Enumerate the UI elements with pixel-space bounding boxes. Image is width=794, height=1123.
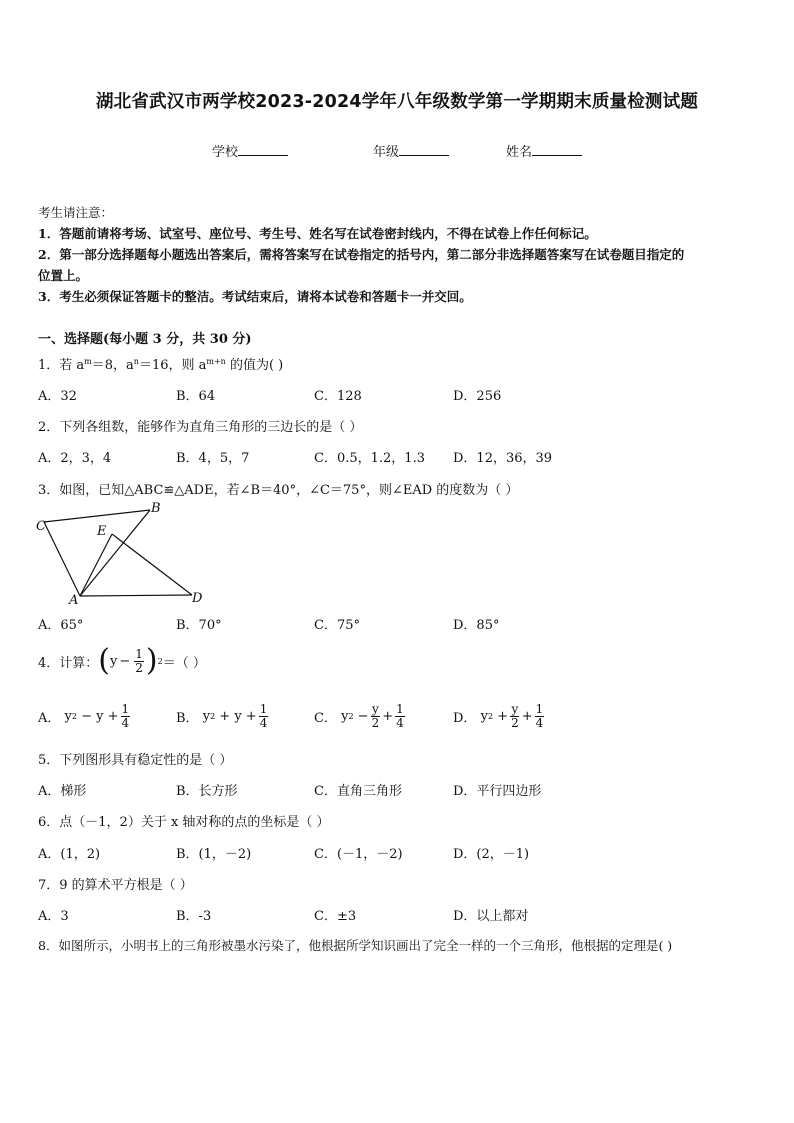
- label-C: C: [36, 519, 46, 534]
- q7-option-d[interactable]: D．以上都对: [453, 909, 529, 924]
- q4-option-c[interactable]: C． y 2 − $\frac{y}{2}$ + $\frac{1}{4}$: [314, 702, 404, 730]
- q4-post: ＝（ ）: [162, 655, 206, 671]
- q6-option-c[interactable]: C．(－1，－2): [314, 847, 403, 862]
- q1-option-b[interactable]: B．64: [176, 389, 216, 404]
- q2-option-b[interactable]: B．4，5，7: [176, 451, 250, 466]
- grade-label: 年级: [373, 145, 400, 160]
- name-blank[interactable]: [532, 142, 582, 156]
- q1-exp-m: m: [84, 357, 92, 366]
- triangle-figure: [30, 498, 210, 608]
- label-A: A: [69, 593, 79, 608]
- q6-option-a[interactable]: A．(1，2): [38, 847, 101, 862]
- segment-AD: [80, 595, 192, 596]
- q1-option-d[interactable]: D．256: [453, 389, 502, 404]
- q1-exp-mn: m+n: [206, 357, 226, 366]
- q6-option-d[interactable]: D．(2，－1): [453, 847, 530, 862]
- q4-y: y: [110, 653, 118, 669]
- segment-ED: [112, 534, 192, 595]
- segment-CB: [44, 510, 150, 522]
- q4-option-b[interactable]: B． y 2 + y + $\frac{1}{4}$: [176, 702, 268, 730]
- q4-square: 2: [157, 656, 163, 666]
- notice-item-2-cont: 位置上。: [38, 268, 89, 283]
- q7-option-b[interactable]: B．-3: [176, 909, 212, 924]
- label-D: D: [192, 591, 203, 606]
- q3-option-b[interactable]: B．70°: [176, 618, 222, 633]
- notice-heading: 考生请注意：: [38, 205, 114, 220]
- q4-minus: −: [119, 653, 131, 669]
- q4-fraction: $\frac{1}{2}$: [135, 646, 143, 675]
- q5-option-c[interactable]: C．直角三角形: [314, 784, 402, 799]
- q7-option-a[interactable]: A．3: [38, 909, 69, 924]
- school-blank[interactable]: [238, 142, 288, 156]
- q1-pre: 1．若 a: [38, 358, 85, 373]
- label-B: B: [151, 501, 161, 516]
- question-1: [38, 354, 283, 373]
- segment-CA: [44, 522, 80, 596]
- label-E: E: [97, 524, 107, 539]
- q7-option-c[interactable]: C．±3: [314, 909, 357, 924]
- q4-pre: 4．计算：: [38, 655, 99, 671]
- q1-mid1: ＝8，a: [91, 358, 134, 373]
- q1-mid2: ＝16，则 a: [138, 358, 207, 373]
- q1-option-a[interactable]: A．32: [38, 389, 77, 404]
- q2-option-c[interactable]: C．0.5，1.2，1.3: [314, 451, 425, 466]
- question-3: 3．如图，已知△ABC≌△ADE，若∠B＝40°，∠C＝75°，则∠EAD 的度数为（ ）: [38, 483, 519, 498]
- school-field[interactable]: [212, 141, 288, 160]
- grade-field[interactable]: [373, 141, 449, 160]
- question-7: 7．9 的算术平方根是（ ）: [38, 878, 193, 893]
- grade-blank[interactable]: [399, 142, 449, 156]
- q3-option-a[interactable]: A．65°: [38, 618, 84, 633]
- q4-option-d[interactable]: D． y 2 + $\frac{y}{2}$ + $\frac{1}{4}$: [453, 702, 544, 730]
- q5-option-b[interactable]: B．长方形: [176, 784, 238, 799]
- page-title: 湖北省武汉市两学校2023-2024学年八年级数学第一学期期末质量检测试题: [95, 92, 699, 112]
- q2-option-a[interactable]: A．2，3，4: [38, 451, 112, 466]
- segment-BA: [80, 510, 150, 596]
- q1-post: 的值为( ): [225, 358, 284, 373]
- q3-option-c[interactable]: C．75°: [314, 618, 360, 633]
- q6-option-b[interactable]: B．(1，－2): [176, 847, 252, 862]
- question-6: 6．点（－1，2）关于 x 轴对称的点的坐标是（ ）: [38, 815, 330, 830]
- name-label: 姓名: [506, 145, 533, 160]
- q1-option-c[interactable]: C．128: [314, 389, 362, 404]
- q5-option-a[interactable]: A．梯形: [38, 784, 87, 799]
- question-8: 8．如图所示，小明书上的三角形被墨水污染了，他根据所学知识画出了完全一样的一个三角形，他根据的定理是( ): [38, 938, 673, 953]
- q2-option-d[interactable]: D．12，36，39: [453, 451, 553, 466]
- q4-option-a[interactable]: A． y 2 − y + $\frac{1}{4}$: [38, 702, 130, 730]
- q3-option-d[interactable]: D．85°: [453, 618, 500, 633]
- question-5: 5．下列图形具有稳定性的是（ ）: [38, 753, 233, 768]
- q5-option-d[interactable]: D．平行四边形: [453, 784, 542, 799]
- notice-item-3: 3．考生必须保证答题卡的整洁。考试结束后，请将本试卷和答题卡一并交回。: [38, 289, 472, 304]
- q1-exp-n: n: [133, 357, 139, 366]
- segment-EA: [80, 534, 112, 596]
- school-label: 学校: [212, 145, 239, 160]
- notice-item-2: 2．第一部分选择题每小题选出答案后，需将答案写在试卷指定的括号内，第二部分非选择题答案写在试卷题目指定的: [38, 247, 685, 262]
- notice-item-1: 1．答题前请将考场、试室号、座位号、考生号、姓名写在试卷密封线内，不得在试卷上作任何标记。: [38, 226, 597, 241]
- section-heading: 一、选择题(每小题 3 分，共 30 分): [38, 332, 252, 347]
- name-field[interactable]: [506, 141, 582, 160]
- question-2: 2．下列各组数，能够作为直角三角形的三边长的是（ ）: [38, 420, 363, 435]
- question-4: 4．计算： ( y − $\frac{1}{2}$ ) 2 ＝（ ）: [38, 643, 206, 678]
